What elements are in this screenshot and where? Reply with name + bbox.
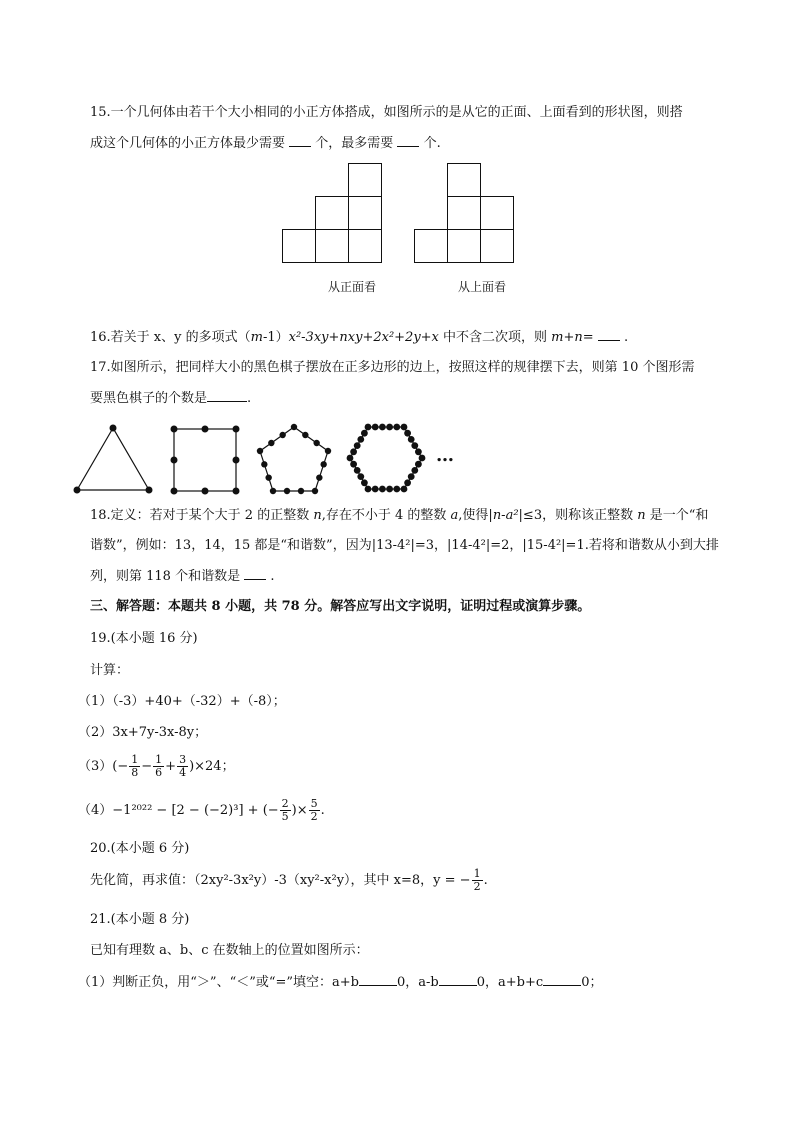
q16-line (90, 328, 628, 347)
q21-blank3 (543, 973, 581, 986)
q15-blank-min (289, 134, 311, 147)
q19-p3-frac3: $\frac{3}{4}$ (179, 753, 187, 779)
q20-text: 先化简，再求值：（2xy²-3x²y）-3（xy²-x²y），其中 x=8，y = − (90, 873, 471, 888)
q17-line2 (90, 389, 251, 408)
q19-part1: （1）（-3）+40+（-32）+（-8）； (78, 694, 286, 709)
q19-p3-open: (− (112, 759, 129, 774)
q21-text-b: 0，a-b (397, 975, 439, 990)
q15-text-b: 个，最多需要 (315, 136, 394, 151)
q17-square-figure (168, 423, 242, 497)
q17-triangle-figure (70, 423, 156, 497)
q21-line1: 已知有理数 a、b、c 在数轴上的位置如图所示： (90, 943, 369, 958)
q21-text-d: 0； (581, 975, 603, 990)
q16-var-m: m (250, 330, 263, 345)
q19-part4 (78, 794, 325, 828)
q18-line1 (90, 507, 708, 525)
q18-text-d: |≤3，则称该正整数 (518, 508, 638, 523)
q17-ellipsis: … (436, 445, 454, 466)
q18-text-e: 是一个“和 (645, 508, 709, 523)
q17-end: . (247, 391, 252, 406)
q19-p4-frac1: $\frac{2}{5}$ (281, 797, 289, 823)
q19-part2: （2）3x+7y-3x-8y； (78, 725, 208, 740)
q20-line (90, 864, 488, 898)
q21-line2 (78, 973, 602, 992)
q18-line2: 谐数”，例如：13，14，15 都是“和谐数”，因为|13-4²|=3，|14-4²|=2，|15-4²|=1.若将和谐数从小到大排 (90, 538, 719, 553)
q18-line3 (90, 567, 275, 586)
section3-heading: 三、解答题：本题共 8 小题，共 78 分。解答应写出文字说明，证明过程或演算步骤。 (90, 599, 591, 614)
q18-text-a: 18.定义：若对于某个大于 2 的正整数 (90, 508, 314, 523)
q16-text-d: = (582, 330, 594, 345)
q16-end: . (623, 330, 629, 345)
q19-p4-mid: )× (291, 803, 308, 818)
q15-caption-front: 从正面看 (328, 280, 377, 294)
q20-frac: $\frac{1}{2}$ (473, 867, 481, 893)
q16-polynomial: x²-3xy+nxy+2x²+2y+x (288, 330, 439, 345)
q18-var-a: a (450, 508, 459, 523)
q17-line1: 17.如图所示，把同样大小的黑色棋子摆放在正多边形的边上，按照这样的规律摆下去，则第 10 个图形需 (90, 360, 695, 375)
q21-text-a: （1）判断正负，用“＞”、“＜”或“=”填空：a+b (78, 975, 360, 990)
q18-var-na2: n-a² (492, 508, 519, 523)
q16-var-mn: m+n (551, 330, 583, 345)
q17-hexagon-figure (346, 421, 426, 495)
q19-p3-frac2: $\frac{1}{6}$ (155, 753, 163, 779)
q18-text-b: ,存在不小于 4 的整数 (321, 508, 451, 523)
q18-text: 列，则第 118 个和谐数是 (90, 569, 241, 584)
q19-part3 (78, 750, 235, 784)
q19-p3-frac1: $\frac{1}{8}$ (131, 753, 139, 779)
q19-calc: 计算： (90, 663, 130, 678)
q16-text-b: -1） (262, 330, 289, 345)
q18-text-c: ,使得| (458, 508, 493, 523)
q19-heading: 19.(本小题 16 分) (90, 631, 198, 646)
q19-p3-label: （3） (78, 759, 113, 774)
q15-line2 (90, 134, 441, 153)
q20-heading: 20.(本小题 6 分) (90, 841, 190, 856)
q19-p4-label: （4） (78, 803, 113, 818)
q15-line1: 15.一个几何体由若干个大小相同的小正方体搭成，如图所示的是从它的正面、上面看到的形状图，则搭 (90, 105, 683, 120)
q16-blank (598, 328, 620, 341)
q21-text-c: 0，a+b+c (476, 975, 544, 990)
q19-p4-expr: −1²⁰²² − [2 − (−2)³] + (− (112, 803, 279, 818)
q19-p4-frac2: $\frac{5}{2}$ (310, 797, 318, 823)
q19-p3-close: )×24； (189, 759, 235, 774)
q19-p3-minus: − (141, 759, 153, 774)
q15-text-c: 个. (423, 136, 441, 151)
q17-pentagon-figure (254, 421, 334, 497)
q15-caption-top: 从上面看 (458, 280, 507, 294)
q21-heading: 21.(本小题 8 分) (90, 912, 190, 927)
q19-p3-plus: + (165, 759, 177, 774)
q18-var-n2: n (637, 508, 646, 523)
q15-front-view-figure (282, 162, 384, 264)
q15-blank-max (397, 134, 419, 147)
q16-text-c: 中不含二次项，则 (438, 330, 552, 345)
q21-blank2 (439, 973, 477, 986)
q16-text-a: 16.若关于 x、y 的多项式（ (90, 330, 251, 345)
q20-end: . (483, 873, 488, 888)
q15-top-view-figure (414, 162, 516, 264)
q15-text-a: 成这个几何体的小正方体最少需要 (90, 136, 286, 151)
q18-blank (244, 567, 266, 580)
q18-var-n: n (313, 508, 322, 523)
q17-text: 要黑色棋子的个数是 (90, 391, 208, 406)
q19-p4-end: . (320, 803, 325, 818)
q17-blank (207, 389, 247, 402)
q21-blank1 (359, 973, 397, 986)
q18-end: . (270, 569, 275, 584)
